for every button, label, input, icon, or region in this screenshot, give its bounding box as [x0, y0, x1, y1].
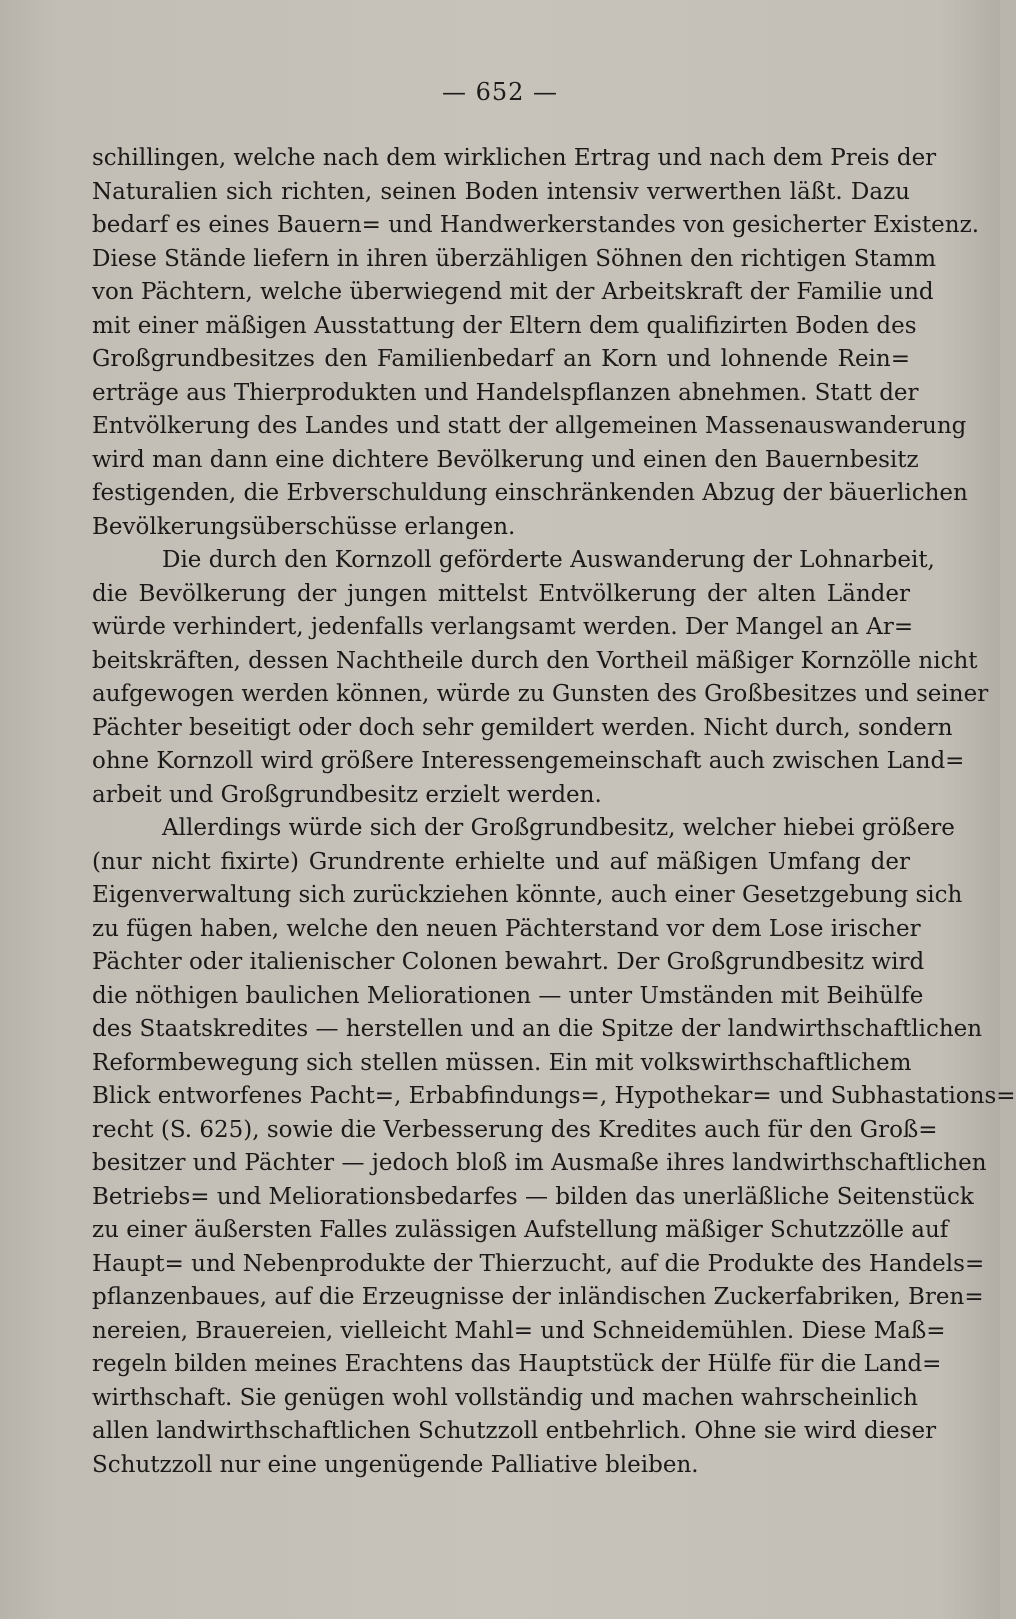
text-line: nereien, Brauereien, vielleicht Mahl= und Schneidemühlen. Diese Maß=: [92, 1317, 946, 1344]
text-line: arbeit und Großgrundbesitz erzielt werden.: [92, 781, 602, 808]
text-line: schillingen, welche nach dem wirklichen Ertrag und nach dem Preis der: [92, 145, 937, 171]
text-line: Haupt= und Nebenprodukte der Thierzucht, auf die Produkte des Handels=: [92, 1250, 985, 1277]
text-line: Pächter oder italienischer Colonen bewahrt. Der Großgrundbesitz wird: [92, 949, 925, 975]
text-line: Eigenverwaltung sich zurückziehen könnte, auch einer Gesetzgebung sich: [92, 882, 963, 908]
text-line: regeln bilden meines Erachtens das Hauptstück der Hülfe für die Land=: [92, 1351, 942, 1377]
text-line: ohne Kornzoll wird größere Interessengemeinschaft auch zwischen Land=: [92, 748, 965, 774]
text-line: besitzer und Pächter — jedoch bloß im Ausmaße ihres landwirthschaftlichen: [92, 1150, 987, 1176]
text-line: (nur nicht fixirte) Grundrente erhielte und auf mäßigen Umfang der: [92, 848, 910, 875]
text-line: bedarf es eines Bauern= und Handwerkerstandes von gesicherter Existenz.: [92, 212, 980, 238]
text-line: Entvölkerung des Landes und statt der allgemeinen Massenauswanderung: [92, 413, 967, 439]
text-line: Blick entworfenes Pacht=, Erbabfindungs=, Hypothekar= und Subhastations=: [92, 1083, 1016, 1109]
text-line: Bevölkerungsüberschüsse erlangen.: [92, 513, 516, 540]
text-line: würde verhindert, jedenfalls verlangsamt werden. Der Mangel an Ar=: [92, 614, 914, 640]
text-line: wirthschaft. Sie genügen wohl vollständig und machen wahrscheinlich: [92, 1384, 918, 1411]
text-line: die nöthigen baulichen Meliorationen — unter Umständen mit Beihülfe: [92, 982, 924, 1009]
text-line: zu fügen haben, welche den neuen Pächterstand vor dem Lose irischer: [92, 915, 921, 942]
text-line: pflanzenbaues, auf die Erzeugnisse der inländischen Zuckerfabriken, Bren=: [92, 1284, 984, 1310]
text-line: Allerdings würde sich der Großgrundbesitz, welcher hiebei größere: [162, 815, 955, 841]
text-line: mit einer mäßigen Ausstattung der Eltern dem qualifizirten Boden des: [92, 312, 917, 339]
text-line: festigenden, die Erbverschuldung einschränkenden Abzug der bäuerlichen: [92, 480, 968, 506]
text-line: aufgewogen werden können, würde zu Gunsten des Großbesitzes und seiner: [92, 681, 989, 707]
text-line: erträge aus Thierprodukten und Handelspflanzen abnehmen. Statt der: [92, 379, 919, 406]
text-line: die Bevölkerung der jungen mittelst Entvölkerung der alten Länder: [92, 580, 910, 607]
text-line: allen landwirthschaftlichen Schutzzoll entbehrlich. Ohne sie wird dieser: [92, 1418, 937, 1444]
body-text: [92, 142, 1016, 1482]
text-line: Naturalien sich richten, seinen Boden intensiv verwerthen läßt. Dazu: [92, 178, 910, 205]
text-line: Diese Stände liefern in ihren überzähligen Söhnen den richtigen Stamm: [92, 245, 937, 272]
text-line: Die durch den Kornzoll geförderte Auswanderung der Lohnarbeit,: [162, 547, 935, 573]
text-line: beitskräften, dessen Nachtheile durch den Vortheil mäßiger Kornzölle nicht: [92, 647, 978, 674]
text-line: Betriebs= und Meliorationsbedarfes — bilden das unerläßliche Seitenstück: [92, 1183, 974, 1210]
text-line: Großgrundbesitzes den Familienbedarf an Korn und lohnende Rein=: [92, 346, 910, 372]
text-line: des Staatskredites — herstellen und an die Spitze der landwirthschaftlichen: [92, 1016, 983, 1042]
text-line: Reformbewegung sich stellen müssen. Ein mit volkswirthschaftlichem: [92, 1049, 912, 1076]
text-line: Schutzzoll nur eine ungenügende Palliative bleiben.: [92, 1451, 699, 1478]
page-number: — 652 —: [441, 78, 559, 106]
text-line: Pächter beseitigt oder doch sehr gemildert werden. Nicht durch, sondern: [92, 714, 953, 741]
text-line: von Pächtern, welche überwiegend mit der Arbeitskraft der Familie und: [92, 279, 934, 305]
text-line: zu einer äußersten Falles zulässigen Aufstellung mäßiger Schutzzölle auf: [92, 1217, 949, 1243]
text-line: wird man dann eine dichtere Bevölkerung und einen den Bauernbesitz: [92, 446, 919, 473]
text-line: recht (S. 625), sowie die Verbesserung des Kredites auch für den Groß=: [92, 1116, 938, 1143]
